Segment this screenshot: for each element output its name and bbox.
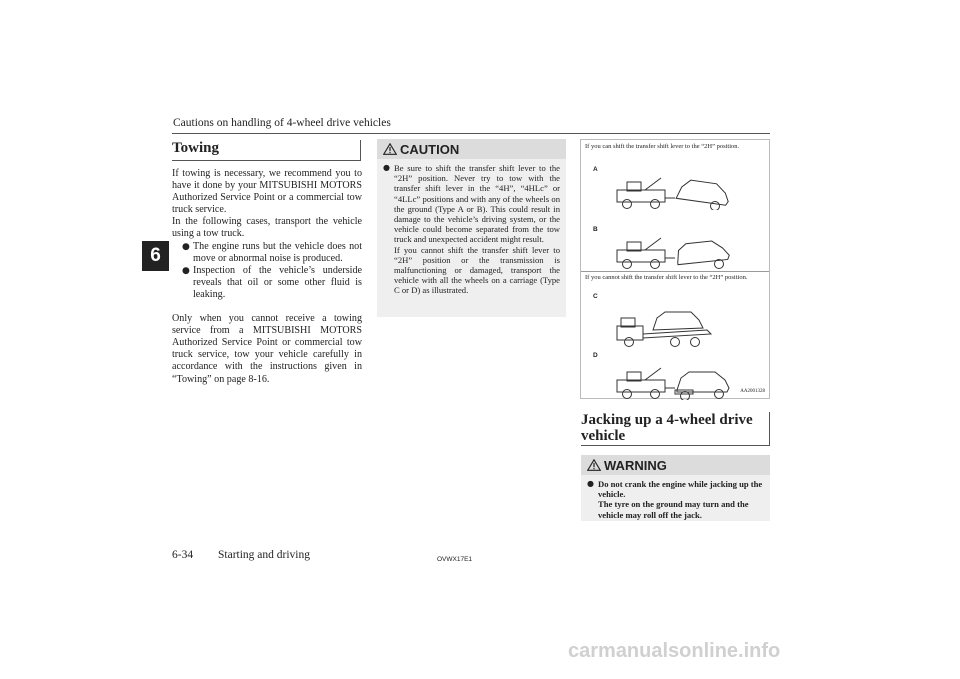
type-label-b: B [593,226,598,233]
tow-truck-type-b-icon [615,236,735,270]
jacking-heading: Jacking up a 4-wheel drive vehicle [581,412,770,446]
document-code: OVWX17E1 [437,556,473,563]
footer-section-title: Starting and driving [218,549,310,561]
towing-paragraph: Only when you cannot receive a towing service from a MITSUBISHI MOTORS Authorized Service Point or commercial tow truck service, tow your vehicle carefully in accordance with the instructions given in “Towing” on page 8-16. [172,313,362,385]
running-header: Cautions on handling of 4-wheel drive vehicles [173,117,391,129]
header-divider [172,133,770,134]
watermark: carmanualsonline.info [568,640,781,662]
type-label-d: D [593,352,598,359]
warning-triangle-icon [587,459,601,471]
towing-illustration [580,139,770,399]
caution-box [377,139,566,317]
bullet-icon: ● [182,265,190,276]
chapter-tab: 6 [142,241,169,271]
type-label-c: C [593,293,598,300]
warning-header [581,455,770,475]
towing-paragraph: If towing is necessary, we recommend you to have it done by your MITSUBISHI MOTORS Authorized Service Point or a commercial tow truck service. [172,168,362,216]
illustration-note-bottom: If you cannot shift the transfer shift lever to the “2H” position. [585,274,748,281]
towing-body [172,168,362,386]
caution-text: ● Be sure to shift the transfer shift lever to the “2H” position. Never try to tow with the transfer shift lever in the “4H”, “4HLc” or “4LLc” positions and with any of the wheels on the ground (Type A or B). This could result in damage to the vehicle’s driving system, or the vehicle could become separated from the tow truck and unexpected accident might result. If you cannot shift the transfer shift lever to “2H” position or the transmission is malfunctioning or damaged, transport the vehicle with all the wheels on a carriage (Type C or D) as illustrated. [383,163,560,296]
caution-header [377,139,566,159]
towing-heading: Towing [172,140,361,161]
illustration-note-top: If you can shift the transfer shift lever to the “2H” position. [585,143,740,150]
flatbed-truck-type-c-icon [615,308,735,348]
type-label-a: A [593,166,598,173]
tow-truck-type-a-icon [615,176,735,210]
warning-box [581,455,770,521]
warning-title: WARNING [604,457,667,473]
towing-paragraph: In the following cases, transport the vehicle using a tow truck. [172,216,362,240]
tow-truck-type-d-icon [615,366,735,400]
bullet-icon: ● [182,241,190,252]
illustration-code: AA2001328 [740,388,765,394]
bullet-icon: ● [383,163,390,172]
list-item: ● The engine runs but the vehicle does not move or abnormal noise is produced. [182,240,362,264]
caution-title: CAUTION [400,141,460,157]
bullet-icon: ● [587,479,594,488]
list-item: ● Inspection of the vehicle’s underside reveals that oil or some other fluid is leaking. [182,264,362,300]
illustration-divider [581,271,769,272]
warning-text: ● Do not crank the engine while jacking up the vehicle. The tyre on the ground may turn and the vehicle may roll off the jack. [587,479,763,520]
warning-triangle-icon [383,143,397,155]
page-number: 6-34 [172,549,194,561]
